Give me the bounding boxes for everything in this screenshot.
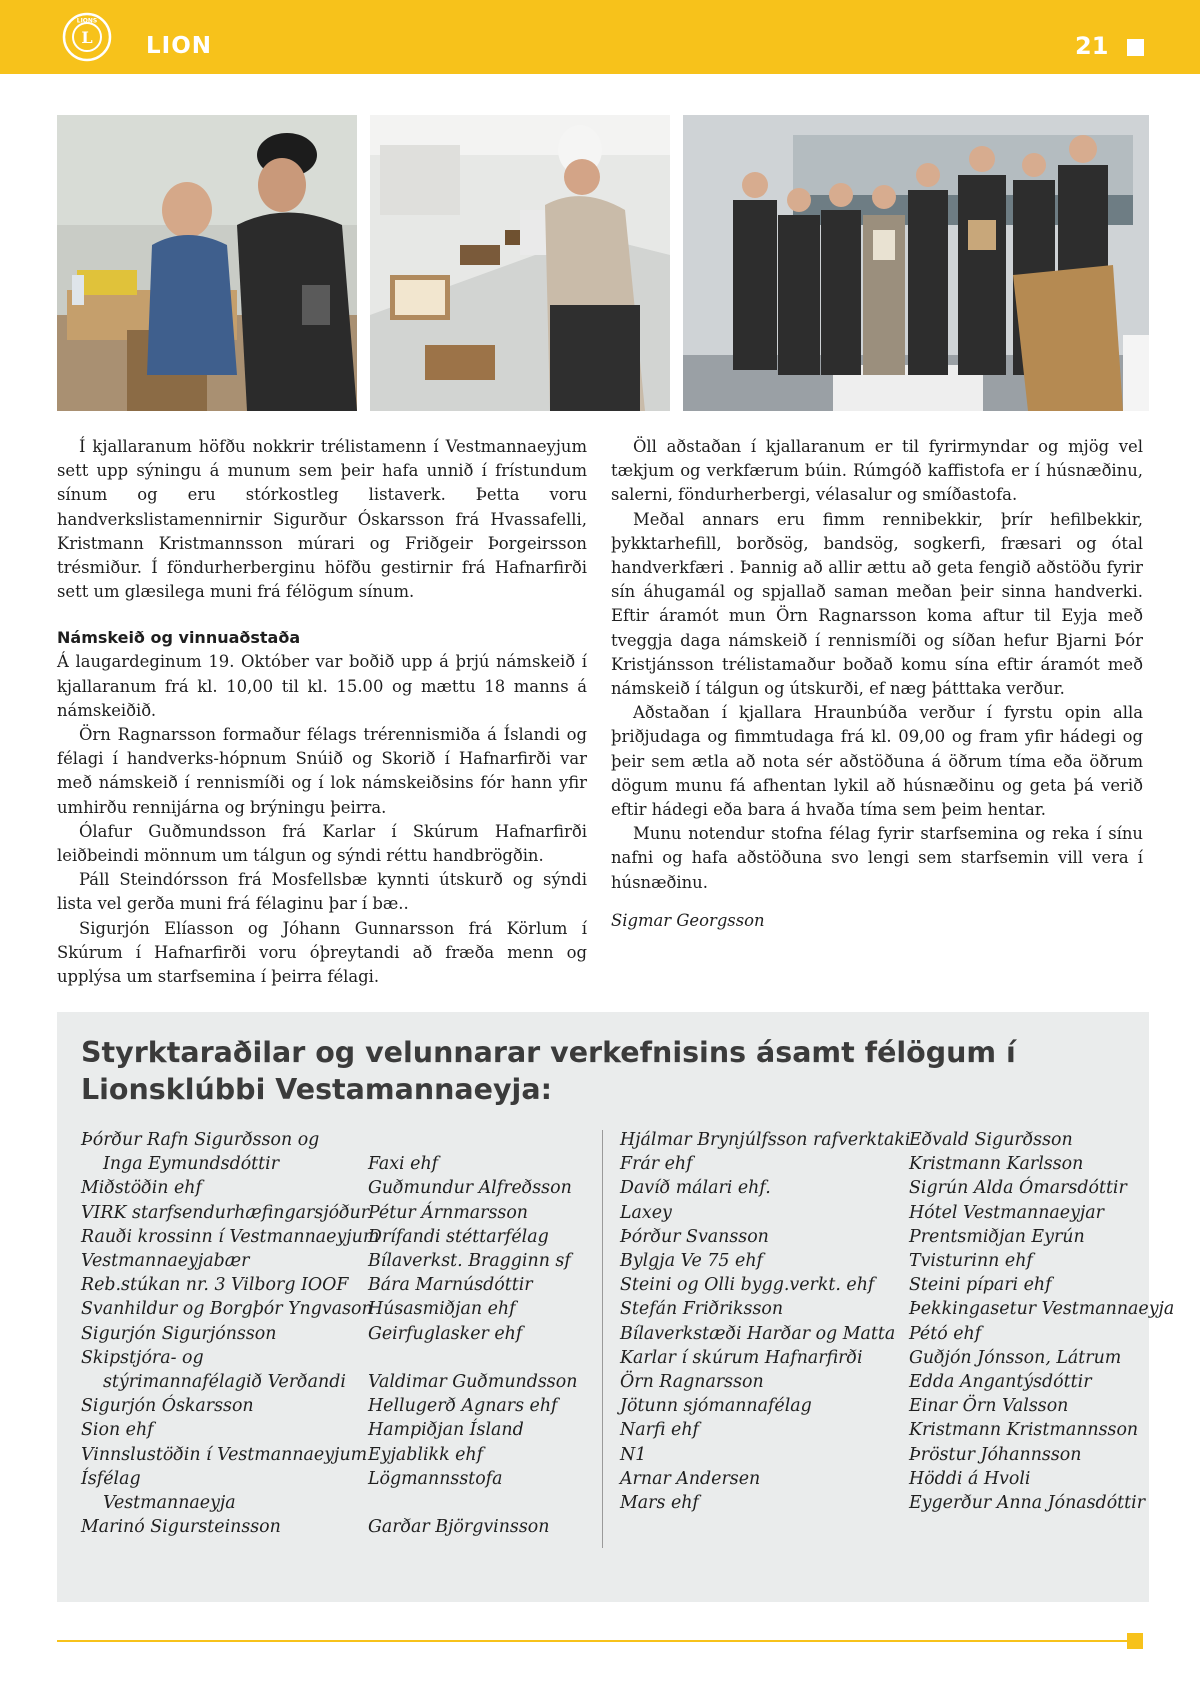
column-divider (602, 1130, 603, 1548)
header-square-ornament (1127, 39, 1144, 56)
sponsor-name: Narfi ehf (620, 1420, 699, 1441)
sponsor-name: Tvisturinn ehf (909, 1251, 1033, 1272)
sponsor-name: Rauði krossinn í Vestmannaeyjum (81, 1226, 380, 1247)
sponsor-name: Sigurjón Óskarsson (81, 1396, 254, 1417)
article-paragraph: Ólafur Guðmundsson frá Karlar í Skúrum Hafnarfirði leiðbeindi mönnum um tálgun og sýndi réttu handbrögðin. (57, 821, 587, 866)
sponsor-name: Sigurjón Sigurjónsson (81, 1323, 277, 1344)
article-paragraph: Aðstaðan í kjallara Hraunbúða verður í fyrstu opin alla þriðjudaga og fimmtudaga frá kl. 09,00 og fram yfir hádegi og þeir sem ætla að nota sér aðstöðuna á öðrum tíma eða öðrum dögum munu fá afhentan lykil að húsnæðinu og geta þá verið eftir hádegi eða bara á hvaða tíma sem þeim hentar. (611, 703, 1143, 820)
sponsor-name: Bílaverkstæði Harðar og Matta (620, 1323, 896, 1344)
article-intro-paragraph: Í kjallaranum höfðu nokkrir trélistamenn í Vestmannaeyjum sett upp sýningu á munum sem þeir hafa unnið í frístundum sínum og eru stórkostleg listaverk. Þetta voru handverkslistamennirnir Sigurður Óskarsson frá Hvassafelli, Kristmann Kristmannsson múrari og Friðgeir Þorgeirsson trésmiður. Í föndurherberginu höfðu gestirnir frá Hafnarfirði sett um glæsilega muni frá félögum sínum. (57, 437, 587, 602)
sponsor-name: Reb.stúkan nr. 3 Vilborg IOOF (81, 1275, 349, 1296)
sponsor-name: Eðvald Sigurðsson (909, 1130, 1073, 1150)
sponsor-name: stýrimannafélagið Verðandi (103, 1372, 346, 1393)
sponsor-name: Vestmannaeyjabær (81, 1251, 250, 1272)
article-paragraph: Örn Ragnarsson formaður félags trérennismiða á Íslandi og félagi í handverks-hópnum Snúið og Skorið í Hafnarfirði var með námskeið í rennismíði og í lok námskeiðsins fór hann yfir umhirðu rennijárna og brýningu þeirra. (57, 725, 587, 817)
sponsor-name: Skipstjóra- og (81, 1347, 204, 1368)
sponsor-name: Jötunn sjómannafélag (620, 1396, 812, 1417)
sponsor-name: Frár ehf (620, 1154, 693, 1175)
logo-wordmark: LIONS (76, 17, 98, 25)
sponsor-name: Miðstöðin ehf (81, 1178, 202, 1199)
article-paragraph: Meðal annars eru fimm rennibekkir, þrír hefilbekkir, þykktarhefill, borðsög, bandsög, sogkerfi, fræsari og ótal handverkfæri . Þannig að allir ættu að geta fengið aðstöðu fyrir sín áhugamál og spjallað saman meðan þeir sinna handverki. Eftir áramót mun Örn Ragnarsson koma aftur til Eyja með tveggja daga námskeið í rennismíði og síðan hefur Bjarni Þór Kristjánsson trélistamaður boðað komu sína eftir áramót með námskeið í tálgun og útskurði, ef næg þátttaka verður. (611, 509, 1143, 699)
sponsor-name: Kristmann Karlsson (909, 1154, 1084, 1175)
sponsor-name: Mars ehf (620, 1493, 699, 1514)
sponsor-name: Steini pípari ehf (909, 1275, 1052, 1296)
sponsor-name: Edda Angantýsdóttir (909, 1372, 1092, 1393)
sponsor-name: Einar Örn Valsson (909, 1396, 1069, 1417)
sponsor-name: Geirfuglasker ehf (368, 1323, 523, 1344)
sponsor-name: Bára Marnúsdóttir (368, 1275, 533, 1296)
sponsor-name: Lögmannsstofa (368, 1468, 503, 1489)
sponsor-name: Bílaverkst. Bragginn sf (368, 1251, 571, 1271)
sponsor-name: Stefán Friðriksson (620, 1299, 784, 1320)
section-heading: Námskeið og vinnuaðstaða (57, 628, 301, 648)
page-number: 21 (1075, 32, 1109, 60)
sponsor-name: Hellugerð Agnars ehf (368, 1396, 558, 1417)
sponsors-box (57, 1012, 1175, 1602)
sponsor-name: Garðar Björgvinsson (368, 1517, 550, 1538)
sponsors-column-2 (368, 1128, 577, 1539)
sponsor-name: Marinó Sigursteinsson (81, 1517, 281, 1538)
sponsor-name: Hampiðjan Ísland (368, 1420, 524, 1441)
footer-rule (57, 1640, 1127, 1642)
sponsor-name: Kristmann Kristmannsson (909, 1420, 1139, 1441)
sponsors-title: Styrktaraðilar og velunnarar verkefnisins ásamt félögum í Lionsklúbbi Vestamannaeyja: (81, 1036, 1016, 1106)
list-spacer (368, 1346, 577, 1370)
sponsor-name: VIRK starfsendurhæfingarsjóður (81, 1202, 370, 1223)
sponsor-name: N1 (620, 1444, 647, 1465)
sponsors-column-1 (81, 1128, 379, 1539)
svg-text:L: L (81, 28, 93, 47)
sponsor-name: Steini og Olli bygg.verkt. ehf (620, 1275, 875, 1296)
page-header (0, 0, 1200, 74)
sponsor-name: Sion ehf (81, 1420, 154, 1441)
sponsor-name: Vestmannaeyja (103, 1493, 236, 1514)
magazine-name: LION (146, 33, 213, 59)
list-spacer (368, 1128, 577, 1152)
sponsor-name: Valdimar Guðmundsson (368, 1372, 578, 1392)
sponsor-name: Karlar í skúrum Hafnarfirði (620, 1347, 863, 1368)
sponsor-name: Þröstur Jóhannsson (909, 1444, 1082, 1465)
sponsor-name: Sigrún Alda Ómarsdóttir (909, 1178, 1127, 1199)
article-author: Sigmar Georgsson (611, 910, 765, 930)
sponsors-column-4 (909, 1128, 1174, 1515)
sponsor-name: Ísfélag (81, 1468, 141, 1489)
sponsor-name: Þórður Svansson (620, 1226, 769, 1247)
woodcarving-demonstration-photo (57, 115, 357, 411)
sponsor-name: Þekkingasetur Vestmannaeyja (909, 1299, 1175, 1320)
sponsors-column-3 (620, 1128, 911, 1515)
sponsor-name: Vinnslustöðin í Vestmannaeyjum (81, 1444, 368, 1465)
article-right-column (611, 435, 1143, 933)
sponsor-name: Faxi ehf (368, 1154, 439, 1175)
sponsor-name: Húsasmiðjan ehf (368, 1299, 516, 1320)
sponsor-name: Örn Ragnarsson (620, 1372, 764, 1393)
craft-exhibition-photo (370, 115, 670, 411)
lions-logo-icon (62, 12, 112, 62)
sponsor-name: Eyjablikk ehf (368, 1444, 484, 1465)
sponsor-name: Guðmundur Alfreðsson (368, 1178, 572, 1199)
sponsor-name: Höddi á Hvoli (909, 1468, 1031, 1489)
list-spacer (368, 1491, 577, 1515)
sponsor-name: Hjálmar Brynjúlfsson rafverktaki (620, 1130, 911, 1150)
article-left-column (57, 435, 587, 989)
sponsor-name: Svanhildur og Borgþór Yngvason (81, 1299, 373, 1320)
sponsor-name: Guðjón Jónsson, Látrum (909, 1347, 1122, 1368)
sponsor-name: Pétó ehf (909, 1323, 982, 1344)
sponsor-name: Eygerður Anna Jónasdóttir (909, 1493, 1146, 1514)
sponsor-name: Prentsmiðjan Eyrún (909, 1226, 1085, 1247)
sponsor-name: Inga Eymundsdóttir (103, 1154, 280, 1175)
article-paragraph: Öll aðstaðan í kjallaranum er til fyrirmyndar og mjög vel tækjum og verkfærum búin. Rúmgóð kaffistofa er í húsnæðinu, salerni, föndurherbergi, vélasalur og smíðastofa. (611, 437, 1143, 505)
group-award-photo (683, 115, 1149, 411)
sponsor-name: Hótel Vestmannaeyjar (909, 1202, 1104, 1223)
sponsor-name: Laxey (620, 1202, 672, 1223)
article-paragraph: Páll Steindórsson frá Mosfellsbæ kynnti útskurð og sýndi lista vel gerða muni frá félaginu þar í bæ.. (57, 870, 587, 914)
footer-square-ornament (1127, 1633, 1143, 1649)
article-paragraph: Sigurjón Elíasson og Jóhann Gunnarsson frá Körlum í Skúrum í Hafnarfirði voru óþreytandi að fræða menn og upplýsa um starfsemina í þeirra félagi. (57, 918, 587, 987)
sponsor-name: Þórður Rafn Sigurðsson og (81, 1130, 320, 1150)
sponsor-name: Arnar Andersen (620, 1468, 761, 1489)
article-paragraph: Á laugardeginum 19. Október var boðið upp á þrjú námskeið í kjallaranum frá kl. 10,00 til kl. 15.00 og mættu 18 manns á námskeiðið. (57, 652, 587, 720)
sponsor-name: Pétur Árnmarsson (368, 1202, 529, 1223)
sponsor-name: Drífandi stéttarfélag (368, 1226, 549, 1247)
sponsor-name: Davíð málari ehf. (620, 1178, 771, 1199)
article-paragraph: Munu notendur stofna félag fyrir starfsemina og reka í sínu nafni og hafa aðstöðuna svo lengi sem starfsemin vill vera í húsnæðinu. (611, 824, 1143, 892)
sponsor-name: Bylgja Ve 75 ehf (620, 1251, 763, 1272)
